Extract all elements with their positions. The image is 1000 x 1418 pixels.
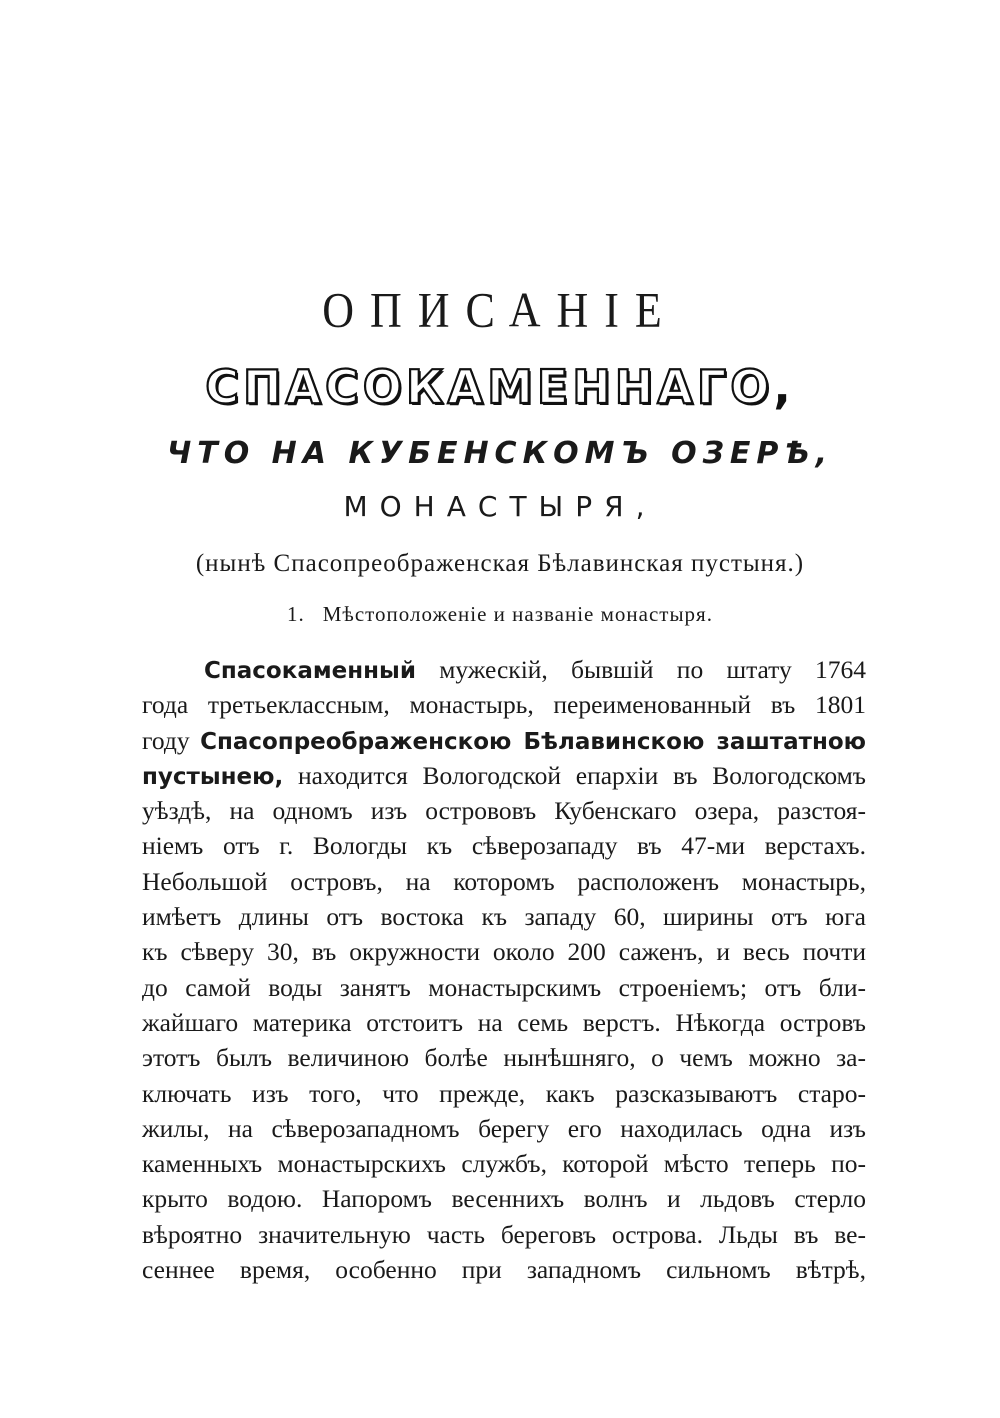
body-line-text: году <box>142 725 201 755</box>
body-line-text: находится Вологодской епархіи въ Вологодскомъ <box>283 760 866 790</box>
body-line: крыто водою. Напоромъ весеннихъ волнъ и льдовъ стерло <box>142 1184 866 1214</box>
body-line: каменныхъ монастырскихъ службъ, которой мѣсто теперь по- <box>142 1149 866 1179</box>
body-line <box>142 652 866 687</box>
body-line: ніемъ отъ г. Вологды къ сѣверозападу въ 47-ми верстахъ. <box>142 831 866 861</box>
body-line: сеннее время, особенно при западномъ сильномъ вѣтрѣ, <box>142 1255 866 1285</box>
body-line <box>142 723 866 758</box>
title-subtitle: ЧТО НА КУБЕНСКОМЪ ОЗЕРѢ, <box>167 436 833 471</box>
section-number: 1. <box>287 602 305 626</box>
title-monastery: МОНАСТЫРЯ, <box>343 490 657 523</box>
body-line: этотъ былъ величиною болѣе нынѣшняго, о чемъ можно за- <box>142 1043 866 1073</box>
body-line: ключать изъ того, что прежде, какъ разсказываютъ старо- <box>142 1078 866 1108</box>
title-main: ОПИСАНІЕ <box>322 283 678 338</box>
body-line-bold: Спасокаменный <box>204 658 416 684</box>
title-parenthetical: (нынѣ Спасопреображенская Бѣлавинская пустыня.) <box>195 550 805 577</box>
body-line: вѣроятно значительную часть береговъ острова. Льды въ ве- <box>142 1219 866 1249</box>
body-line: уѣздѣ, на одномъ изъ острововъ Кубенскаго озера, разстоя- <box>142 796 866 826</box>
body-line: жайшаго материка отстоитъ на семь верстъ. Нѣкогда островъ <box>142 1007 866 1037</box>
body-line-bold: пустынею, <box>142 763 284 790</box>
body-line-text: мужескій, бывшій по штату 1764 <box>415 655 866 684</box>
body-line: Небольшой островъ, на которомъ расположенъ монастырь, <box>142 866 866 896</box>
title-ornate <box>0 360 1000 414</box>
body-line: года третьеклассным, монастырь, переименованный въ 1801 <box>142 690 866 720</box>
title-ornate-punct: , <box>773 360 795 414</box>
body-line-bold: Спасопреображенскою Бѣлавинскою заштатною <box>200 728 866 755</box>
section-heading <box>0 602 1000 627</box>
body-line: имѣетъ длины отъ востока къ западу 60, ширины отъ юга <box>142 902 866 932</box>
section-heading-text: Мѣстоположеніе и названіе монастыря. <box>322 602 713 626</box>
title-ornate-text: СПАСОКАМЕННАГО <box>205 360 774 414</box>
body-text <box>142 652 866 1287</box>
body-line: жилы, на сѣверозападномъ берегу его находилась одна изъ <box>142 1113 866 1143</box>
body-line: до самой воды занятъ монастырскимъ строеніемъ; отъ бли- <box>142 972 866 1002</box>
body-line <box>142 758 866 793</box>
body-line: къ сѣверу 30, въ окружности около 200 саженъ, и весь почти <box>142 937 866 967</box>
